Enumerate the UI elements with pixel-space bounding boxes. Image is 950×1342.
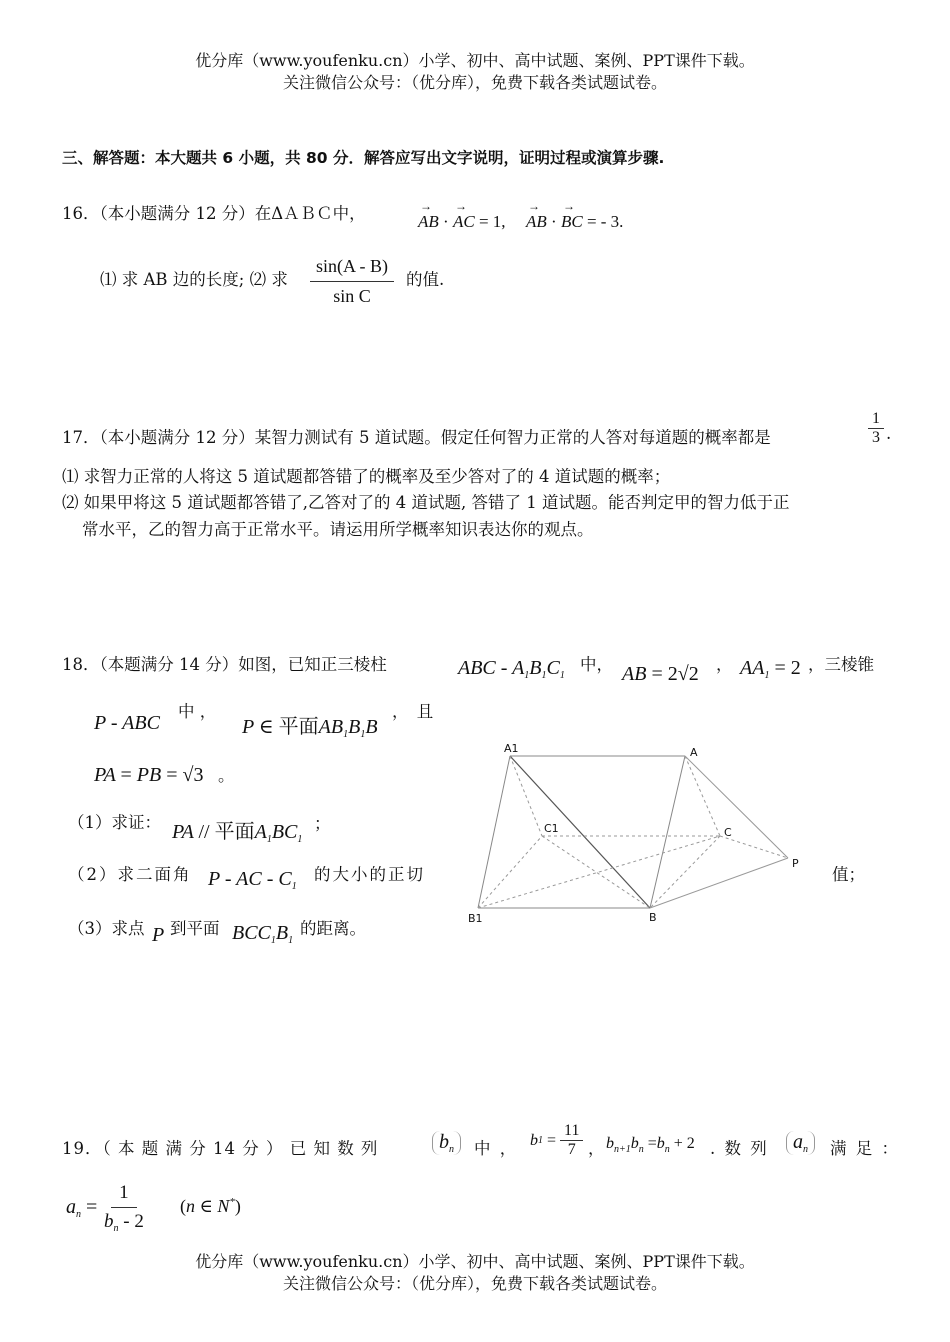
q18-step-2: （2）求二面角 (68, 865, 192, 884)
q18-aa1-length: $AA_1 = 2$ (740, 657, 801, 681)
q17-dot: . (886, 424, 892, 443)
q19-recurrence: $b_{n+1}b_n =b_n + 2$ (606, 1135, 695, 1155)
q18-pyramid: P - ABC (94, 712, 160, 734)
q18-deg: 。 (218, 766, 235, 785)
edge-b-p (650, 858, 788, 908)
q17-fraction-denominator: 3 (872, 429, 880, 446)
q19-def-denominator: $b_n - 2$ (104, 1211, 144, 1234)
q17-fraction (868, 410, 884, 447)
q18-zhong: 中， (580, 655, 613, 674)
q16-part-questions: ⑴ 求 AB 边的长度; ⑵ 求 (100, 270, 288, 289)
label-b1: B1 (468, 912, 483, 925)
q18-step-3: （3）求点 (68, 919, 145, 938)
q18-qie: ， 且 (392, 702, 434, 721)
label-c1: C1 (544, 822, 559, 835)
q18-lead: 18．（本题满分 14 分）如图，已知正三棱柱 (62, 655, 387, 674)
q19-lead: 19．（ 本 题 满 分 14 分 ） 已 知 数 列 (62, 1139, 379, 1158)
q16-condition-1: → AB · → AC = 1, (418, 212, 506, 232)
edge-a1-c1 (510, 756, 542, 836)
q18-p-in-plane: P ∈ 平面$AB_1B_1B$ (242, 716, 378, 740)
site-banner-line1: 优分库（www.youfenku.cn）小学、初中、高中试题、案例、PPT课件下载。 (195, 51, 755, 70)
q17-part-1: ⑴ 求智力正常的人将这 5 道试题都答错了的概率及至少答对了的 4 道试题的概率； (62, 467, 671, 486)
q17-fraction-numerator: 1 (868, 410, 884, 429)
edge-a-b (650, 756, 685, 908)
label-a1: A1 (504, 742, 519, 755)
edge-b1-c1 (478, 836, 542, 908)
q18-comma1: ， (716, 655, 733, 674)
site-footer-line1: 优分库（www.youfenku.cn）小学、初中、高中试题、案例、PPT课件下载。 (195, 1252, 755, 1271)
section-title: 三、解答题：本大题共 6 小题，共 80 分．解答应写出文字说明，证明过程或演算步骤. (62, 149, 665, 167)
label-b: B (649, 911, 657, 924)
q18-point-p: P (152, 924, 165, 946)
q18-zhong2: 中 ， (178, 702, 217, 721)
q18-step-2b: 的大小的正切 (314, 865, 425, 884)
q18-tail1: ，三棱锥 (808, 655, 874, 674)
q18-plane-bcc1b1: $BCC_1B_1$ (232, 922, 294, 946)
q17-lead: 17．（本小题满分 12 分）某智力测试有 5 道试题。假定任何智力正常的人答对每道题的概率都是 (62, 428, 771, 447)
q18-ab-length: AB = 2√2 (622, 663, 699, 685)
q19-seq-bn: $b_n$ (432, 1131, 461, 1155)
prism-pyramid-figure (460, 738, 820, 928)
q17-part-2b: 常水平，乙的智力高于正常水平。请运用所学概率知识表达你的观点。 (82, 520, 594, 539)
q16-lead: 16．（本小题满分 12 分）在ΔＡＢＣ中， (62, 204, 366, 223)
q18-step-2c: 值； (832, 865, 865, 884)
q18-parallel: PA // 平面$A_1BC_1$ (172, 821, 303, 845)
site-banner-line2: 关注微信公众号：（优分库），免费下载各类试题试卷。 (282, 73, 667, 92)
label-c: C (724, 826, 732, 839)
q19-def-numerator: 1 (111, 1182, 137, 1208)
q18-step-3c: 的距离。 (300, 919, 366, 938)
edge-a1-b (510, 756, 650, 908)
label-a: A (690, 746, 698, 759)
edge-b1-c (478, 836, 720, 908)
q19-def-condition: (n ∈ N*) (180, 1196, 241, 1216)
q16-fraction-denominator: sin C (333, 286, 371, 306)
edge-a-p (685, 756, 788, 858)
q17-part-2a: ⑵ 如果甲将这 5 道试题都答错了,乙答对了的 4 道试题, 答错了 1 道试题。能否判定甲的智力低于正 (62, 493, 790, 512)
q16-fraction-numerator: sin(A - B) (310, 256, 394, 282)
q19-def-fraction (104, 1182, 144, 1234)
q18-step-3b: 到平面 (170, 919, 220, 938)
q18-dihedral: P - AC - $C_1$ (208, 868, 297, 892)
edge-c-b (650, 836, 720, 908)
q19-tail: 满 足 ： (830, 1139, 900, 1158)
q16-condition-2: → AB · → BC = - 3. (526, 212, 623, 232)
edge-c1-b (542, 836, 650, 908)
q18-semicolon: ； (314, 814, 331, 833)
q19-b1-value: b 1 = $\frac{11}{7}$ (530, 1122, 583, 1159)
label-p: P (792, 857, 799, 870)
q19-def-lhs: $a_n$ = (66, 1196, 98, 1220)
q19-mid: . 数 列 (710, 1139, 769, 1158)
q18-pa-pb: PA = PB = √3 (94, 764, 204, 786)
edge-c-p (720, 836, 788, 858)
edge-a1-b1 (478, 756, 510, 908)
q18-step-1: （1）求证： (68, 813, 161, 832)
edge-a-c (685, 756, 720, 836)
q19-comma: ， (588, 1139, 605, 1158)
q19-zhong: 中 ， (474, 1139, 519, 1158)
q16-tail: 的值. (406, 270, 445, 289)
q18-prism: ABC - $A_1B_1C_1$ (458, 657, 565, 681)
q16-fraction (310, 256, 394, 307)
q19-seq-an: $a_n$ (786, 1131, 815, 1155)
site-footer-line2: 关注微信公众号：（优分库），免费下载各类试题试卷。 (282, 1274, 667, 1293)
